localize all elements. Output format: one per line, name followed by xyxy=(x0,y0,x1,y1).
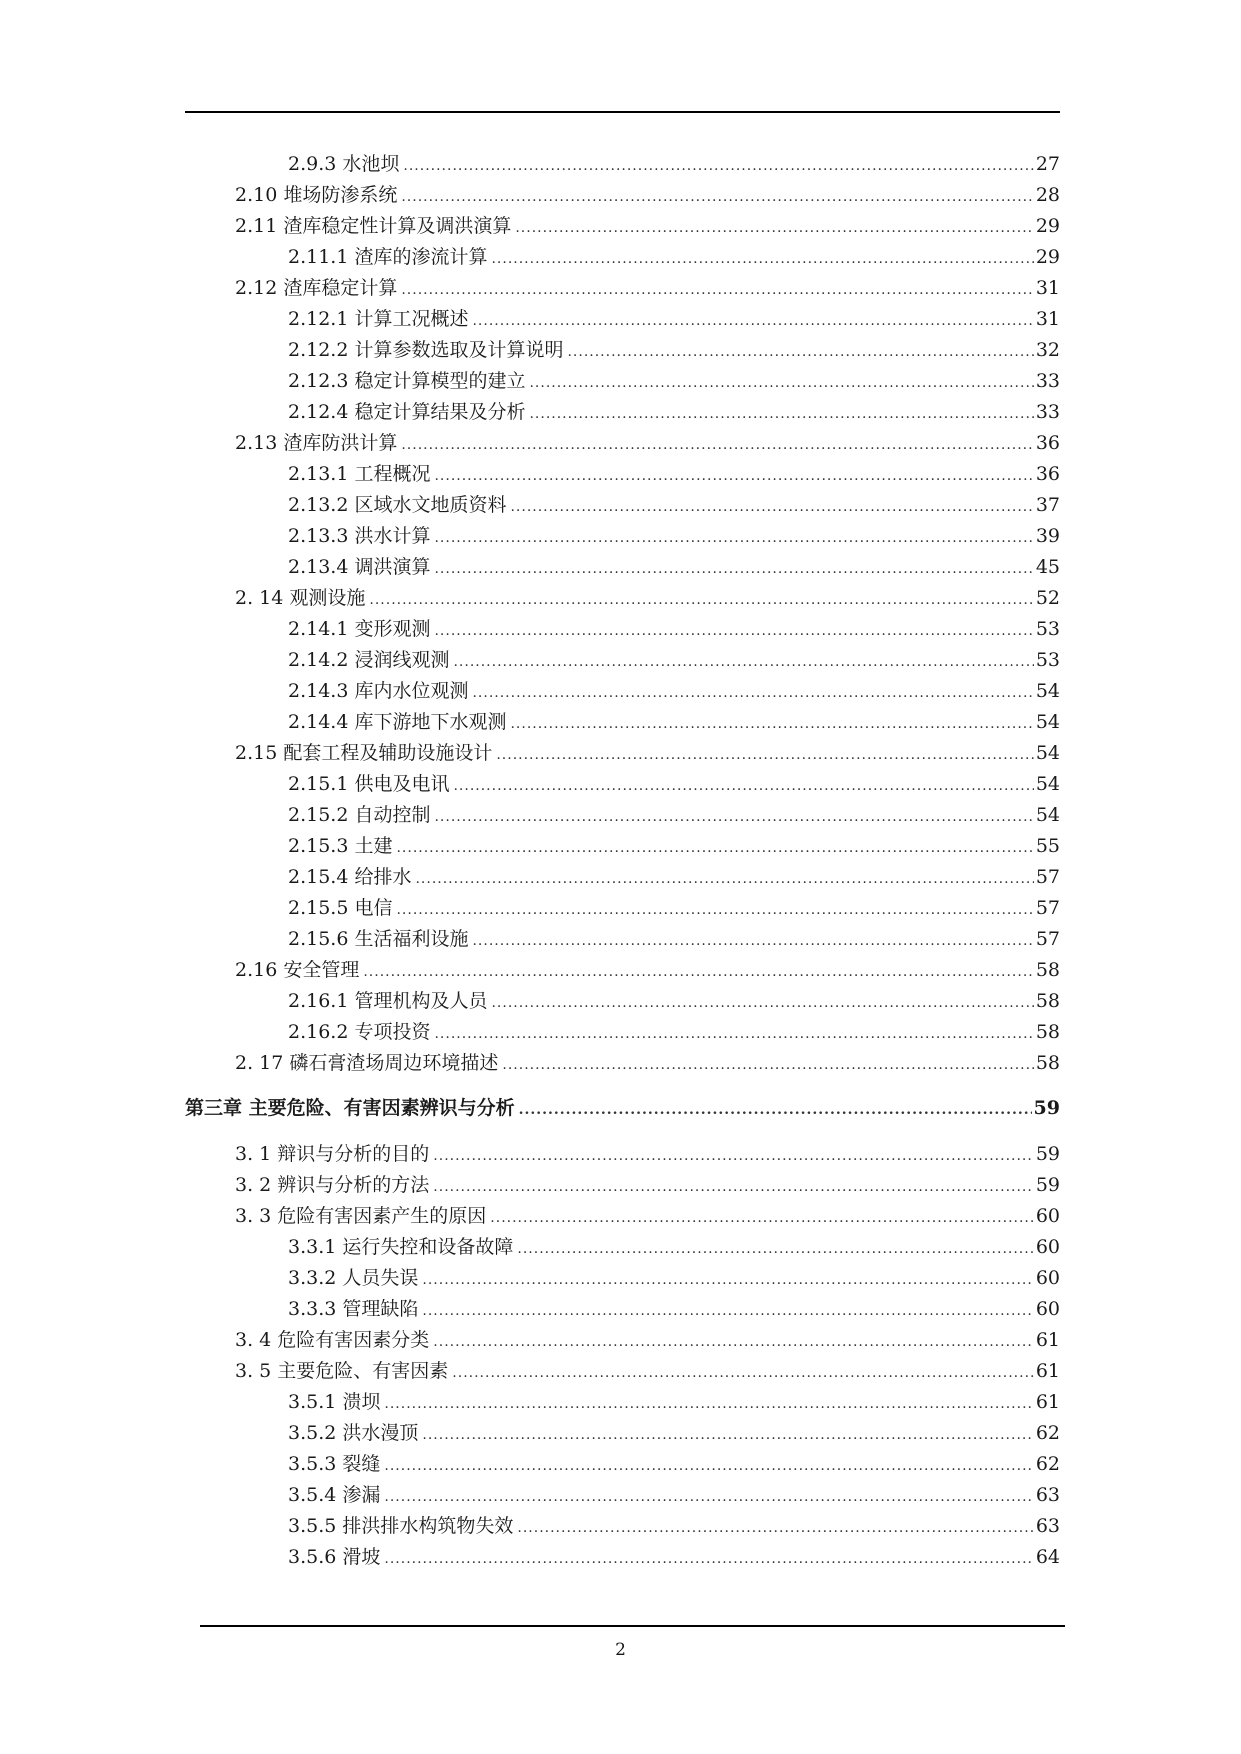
toc-entry-page: 55 xyxy=(1035,835,1060,857)
toc-entry-label: 3.5.1 溃坝 xyxy=(288,1391,381,1413)
toc-entry[interactable] xyxy=(235,1142,1060,1168)
toc-entry-page: 58 xyxy=(1035,990,1060,1012)
toc-leader-dots xyxy=(517,1237,1033,1261)
toc-entry[interactable] xyxy=(288,555,1060,581)
toc-entry-page: 52 xyxy=(1035,587,1060,609)
toc-entry-label: 2.14.1 变形观测 xyxy=(288,618,431,640)
toc-entry-page: 37 xyxy=(1035,494,1060,516)
toc-leader-dots xyxy=(510,495,1033,519)
toc-entry-page: 54 xyxy=(1035,773,1060,795)
toc-entry-page: 57 xyxy=(1035,897,1060,919)
toc-entry-label: 2.16.2 专项投资 xyxy=(288,1021,431,1043)
toc-leader-dots xyxy=(453,650,1033,674)
toc-entry-label: 2.13.3 洪水计算 xyxy=(288,525,431,547)
toc-entry-label: 3. 1 辩识与分析的目的 xyxy=(235,1143,430,1165)
toc-entry-label: 2.12.4 稳定计算结果及分析 xyxy=(288,401,526,423)
toc-entry-label: 2.10 堆场防渗系统 xyxy=(235,184,398,206)
toc-entry[interactable] xyxy=(235,958,1060,984)
toc-entry[interactable] xyxy=(235,1051,1060,1077)
toc-entry[interactable] xyxy=(288,1235,1060,1261)
toc-entry-page: 61 xyxy=(1035,1391,1060,1413)
toc-entry-page: 31 xyxy=(1035,308,1060,330)
toc-entry-label: 2. 14 观测设施 xyxy=(235,587,366,609)
toc-entry-label: 2.12.1 计算工况概述 xyxy=(288,308,469,330)
toc-entry-label: 2.13.4 调洪演算 xyxy=(288,556,431,578)
toc-entry[interactable] xyxy=(288,400,1060,426)
toc-entry-page: 59 xyxy=(1035,1174,1060,1196)
toc-entry[interactable] xyxy=(288,1545,1060,1571)
toc-entry[interactable] xyxy=(288,462,1060,488)
toc-entry[interactable] xyxy=(288,1390,1060,1416)
toc-entry[interactable] xyxy=(235,741,1060,767)
toc-entry-page: 36 xyxy=(1035,432,1060,454)
toc-entry-page: 53 xyxy=(1035,618,1060,640)
toc-entry-page: 39 xyxy=(1035,525,1060,547)
toc-entry-label: 2.15.1 供电及电讯 xyxy=(288,773,450,795)
toc-leader-dots xyxy=(472,681,1033,705)
toc-leader-dots xyxy=(434,619,1033,643)
toc-entry-page: 28 xyxy=(1035,184,1060,206)
toc-leader-dots xyxy=(434,805,1033,829)
toc-leader-dots xyxy=(403,154,1033,178)
toc-entry-page: 53 xyxy=(1035,649,1060,671)
toc-entry-label: 2. 17 磷石膏渣场周边环境描述 xyxy=(235,1052,499,1074)
toc-entry[interactable] xyxy=(288,1483,1060,1509)
header-rule xyxy=(185,111,1060,113)
toc-entry-label: 2.13.1 工程概况 xyxy=(288,463,431,485)
toc-entry[interactable] xyxy=(288,865,1060,891)
toc-leader-dots xyxy=(396,836,1033,860)
toc-leader-dots xyxy=(384,1547,1033,1571)
toc-entry[interactable] xyxy=(288,648,1060,674)
toc-entry-label: 3. 2 辨识与分析的方法 xyxy=(235,1174,430,1196)
toc-entry-page: 54 xyxy=(1035,680,1060,702)
toc-leader-dots xyxy=(567,340,1033,364)
toc-entry-label: 2.13.2 区域水文地质资料 xyxy=(288,494,507,516)
toc-entry[interactable] xyxy=(235,1204,1060,1230)
toc-entry[interactable] xyxy=(235,1359,1060,1385)
toc-entry-page: 59 xyxy=(1033,1097,1060,1119)
toc-leader-dots xyxy=(496,743,1033,767)
toc-entry-page: 57 xyxy=(1035,928,1060,950)
toc-leader-dots xyxy=(434,464,1033,488)
toc-leader-dots xyxy=(529,402,1033,426)
toc-entry[interactable] xyxy=(235,1173,1060,1199)
toc-leader-dots xyxy=(433,1144,1034,1168)
toc-entry[interactable] xyxy=(288,1452,1060,1478)
toc-entry-page: 62 xyxy=(1035,1422,1060,1444)
toc-entry-label: 2.15.3 土建 xyxy=(288,835,393,857)
toc-entry-label: 3. 4 危险有害因素分类 xyxy=(235,1329,430,1351)
toc-entry-label: 2.16 安全管理 xyxy=(235,959,360,981)
toc-entry-page: 32 xyxy=(1035,339,1060,361)
toc-entry[interactable] xyxy=(235,431,1060,457)
toc-entry-page: 64 xyxy=(1035,1546,1060,1568)
toc-entry[interactable] xyxy=(235,586,1060,612)
toc-entry[interactable] xyxy=(288,927,1060,953)
toc-entry-page: 63 xyxy=(1035,1515,1060,1537)
toc-entry-page: 60 xyxy=(1035,1236,1060,1258)
toc-leader-dots xyxy=(515,216,1033,240)
toc-entry-label: 3.5.2 洪水漫顶 xyxy=(288,1422,419,1444)
toc-leader-dots xyxy=(369,588,1033,612)
toc-entry-page: 58 xyxy=(1035,1052,1060,1074)
toc-entry-label: 2.11.1 渣库的渗流计算 xyxy=(288,246,488,268)
toc-entry-label: 2.15.5 电信 xyxy=(288,897,393,919)
toc-leader-dots xyxy=(433,1330,1034,1354)
toc-leader-dots xyxy=(401,185,1033,209)
toc-leader-dots xyxy=(517,1516,1033,1540)
toc-entry-label: 2.9.3 水池坝 xyxy=(288,153,400,175)
toc-entry[interactable] xyxy=(288,803,1060,829)
toc-entry-page: 61 xyxy=(1035,1360,1060,1382)
toc-entry[interactable] xyxy=(288,1514,1060,1540)
toc-leader-dots xyxy=(472,929,1033,953)
toc-entry-label: 2.12 渣库稳定计算 xyxy=(235,277,398,299)
toc-leader-dots xyxy=(396,898,1033,922)
toc-leader-dots xyxy=(401,433,1033,457)
page-number: 2 xyxy=(615,1640,626,1660)
toc-chapter-entry[interactable] xyxy=(185,1096,1060,1122)
toc-entry-page: 58 xyxy=(1035,1021,1060,1043)
toc-entry[interactable] xyxy=(288,834,1060,860)
toc-entry-page: 57 xyxy=(1035,866,1060,888)
toc-entry-label: 2.11 渣库稳定性计算及调洪演算 xyxy=(235,215,512,237)
toc-entry[interactable] xyxy=(288,1020,1060,1046)
toc-entry[interactable] xyxy=(235,183,1060,209)
toc-entry[interactable] xyxy=(235,276,1060,302)
toc-leader-dots xyxy=(472,309,1033,333)
toc-entry-page: 27 xyxy=(1035,153,1060,175)
toc-leader-dots xyxy=(384,1392,1033,1416)
toc-leader-dots xyxy=(519,1098,1032,1122)
toc-entry[interactable] xyxy=(288,772,1060,798)
toc-entry-label: 2.14.2 浸润线观测 xyxy=(288,649,450,671)
toc-entry-label: 3.5.4 渗漏 xyxy=(288,1484,381,1506)
toc-entry-label: 2.15.4 给排水 xyxy=(288,866,412,888)
toc-entry-page: 31 xyxy=(1035,277,1060,299)
toc-entry[interactable] xyxy=(288,338,1060,364)
toc-entry-label: 2.12.2 计算参数选取及计算说明 xyxy=(288,339,564,361)
toc-leader-dots xyxy=(453,774,1033,798)
toc-leader-dots xyxy=(434,1022,1033,1046)
toc-entry-label: 2.12.3 稳定计算模型的建立 xyxy=(288,370,526,392)
toc-leader-dots xyxy=(363,960,1033,984)
toc-entry-page: 54 xyxy=(1035,711,1060,733)
toc-entry-label: 2.14.3 库内水位观测 xyxy=(288,680,469,702)
toc-entry-page: 58 xyxy=(1035,959,1060,981)
toc-entry-page: 33 xyxy=(1035,401,1060,423)
toc-entry[interactable] xyxy=(288,493,1060,519)
toc-leader-dots xyxy=(384,1454,1033,1478)
toc-entry-label: 3. 3 危险有害因素产生的原因 xyxy=(235,1205,487,1227)
toc-entry[interactable] xyxy=(235,1328,1060,1354)
toc-entry[interactable] xyxy=(288,1266,1060,1292)
toc-leader-dots xyxy=(415,867,1033,891)
toc-entry-page: 63 xyxy=(1035,1484,1060,1506)
toc-entry-page: 29 xyxy=(1035,246,1060,268)
toc-leader-dots xyxy=(452,1361,1034,1385)
toc-leader-dots xyxy=(384,1485,1033,1509)
toc-entry-label: 3.5.5 排洪排水构筑物失效 xyxy=(288,1515,514,1537)
toc-leader-dots xyxy=(434,557,1033,581)
toc-entry[interactable] xyxy=(288,245,1060,271)
toc-entry[interactable] xyxy=(288,710,1060,736)
toc-entry[interactable] xyxy=(288,617,1060,643)
toc-entry-page: 61 xyxy=(1035,1329,1060,1351)
toc-leader-dots xyxy=(422,1299,1033,1323)
toc-entry-label: 2.15.6 生活福利设施 xyxy=(288,928,469,950)
toc-leader-dots xyxy=(401,278,1033,302)
toc-entry[interactable] xyxy=(235,214,1060,240)
toc-entry[interactable] xyxy=(288,989,1060,1015)
toc-entry-page: 60 xyxy=(1035,1205,1060,1227)
toc-entry-page: 59 xyxy=(1035,1143,1060,1165)
toc-leader-dots xyxy=(510,712,1033,736)
toc-entry-page: 60 xyxy=(1035,1298,1060,1320)
toc-entry-label: 2.16.1 管理机构及人员 xyxy=(288,990,488,1012)
toc-entry-label: 3. 5 主要危险、有害因素 xyxy=(235,1360,449,1382)
toc-entry-page: 62 xyxy=(1035,1453,1060,1475)
toc-leader-dots xyxy=(422,1268,1033,1292)
toc-leader-dots xyxy=(529,371,1033,395)
toc-entry-label: 3.3.3 管理缺陷 xyxy=(288,1298,419,1320)
toc-entry-page: 60 xyxy=(1035,1267,1060,1289)
toc-entry-label: 2.13 渣库防洪计算 xyxy=(235,432,398,454)
toc-entry[interactable] xyxy=(288,307,1060,333)
toc-leader-dots xyxy=(434,526,1033,550)
toc-entry-label: 2.15.2 自动控制 xyxy=(288,804,431,826)
toc-entry[interactable] xyxy=(288,152,1060,178)
toc-entry-label: 2.14.4 库下游地下水观测 xyxy=(288,711,507,733)
toc-entry-label: 3.3.2 人员失误 xyxy=(288,1267,419,1289)
toc-entry[interactable] xyxy=(288,1421,1060,1447)
toc-entry[interactable] xyxy=(288,896,1060,922)
toc-entry[interactable] xyxy=(288,524,1060,550)
toc-entry-label: 3.3.1 运行失控和设备故障 xyxy=(288,1236,514,1258)
toc-entry[interactable] xyxy=(288,369,1060,395)
toc-leader-dots xyxy=(422,1423,1033,1447)
toc-entry-label: 第三章 主要危险、有害因素辨识与分析 xyxy=(185,1097,515,1119)
toc-entry-label: 3.5.6 滑坡 xyxy=(288,1546,381,1568)
toc-entry[interactable] xyxy=(288,679,1060,705)
footer-rule xyxy=(200,1625,1065,1627)
toc-leader-dots xyxy=(502,1053,1033,1077)
toc-leader-dots xyxy=(433,1175,1034,1199)
toc-leader-dots xyxy=(490,1206,1034,1230)
toc-leader-dots xyxy=(491,991,1033,1015)
toc-leader-dots xyxy=(491,247,1033,271)
toc-entry-page: 36 xyxy=(1035,463,1060,485)
toc-entry-label: 2.15 配套工程及辅助设施设计 xyxy=(235,742,493,764)
toc-entry[interactable] xyxy=(288,1297,1060,1323)
toc-entry-page: 45 xyxy=(1035,556,1060,578)
toc-entry-page: 33 xyxy=(1035,370,1060,392)
toc-entry-page: 54 xyxy=(1035,742,1060,764)
toc-entry-page: 54 xyxy=(1035,804,1060,826)
toc-entry-label: 3.5.3 裂缝 xyxy=(288,1453,381,1475)
toc-entry-page: 29 xyxy=(1035,215,1060,237)
